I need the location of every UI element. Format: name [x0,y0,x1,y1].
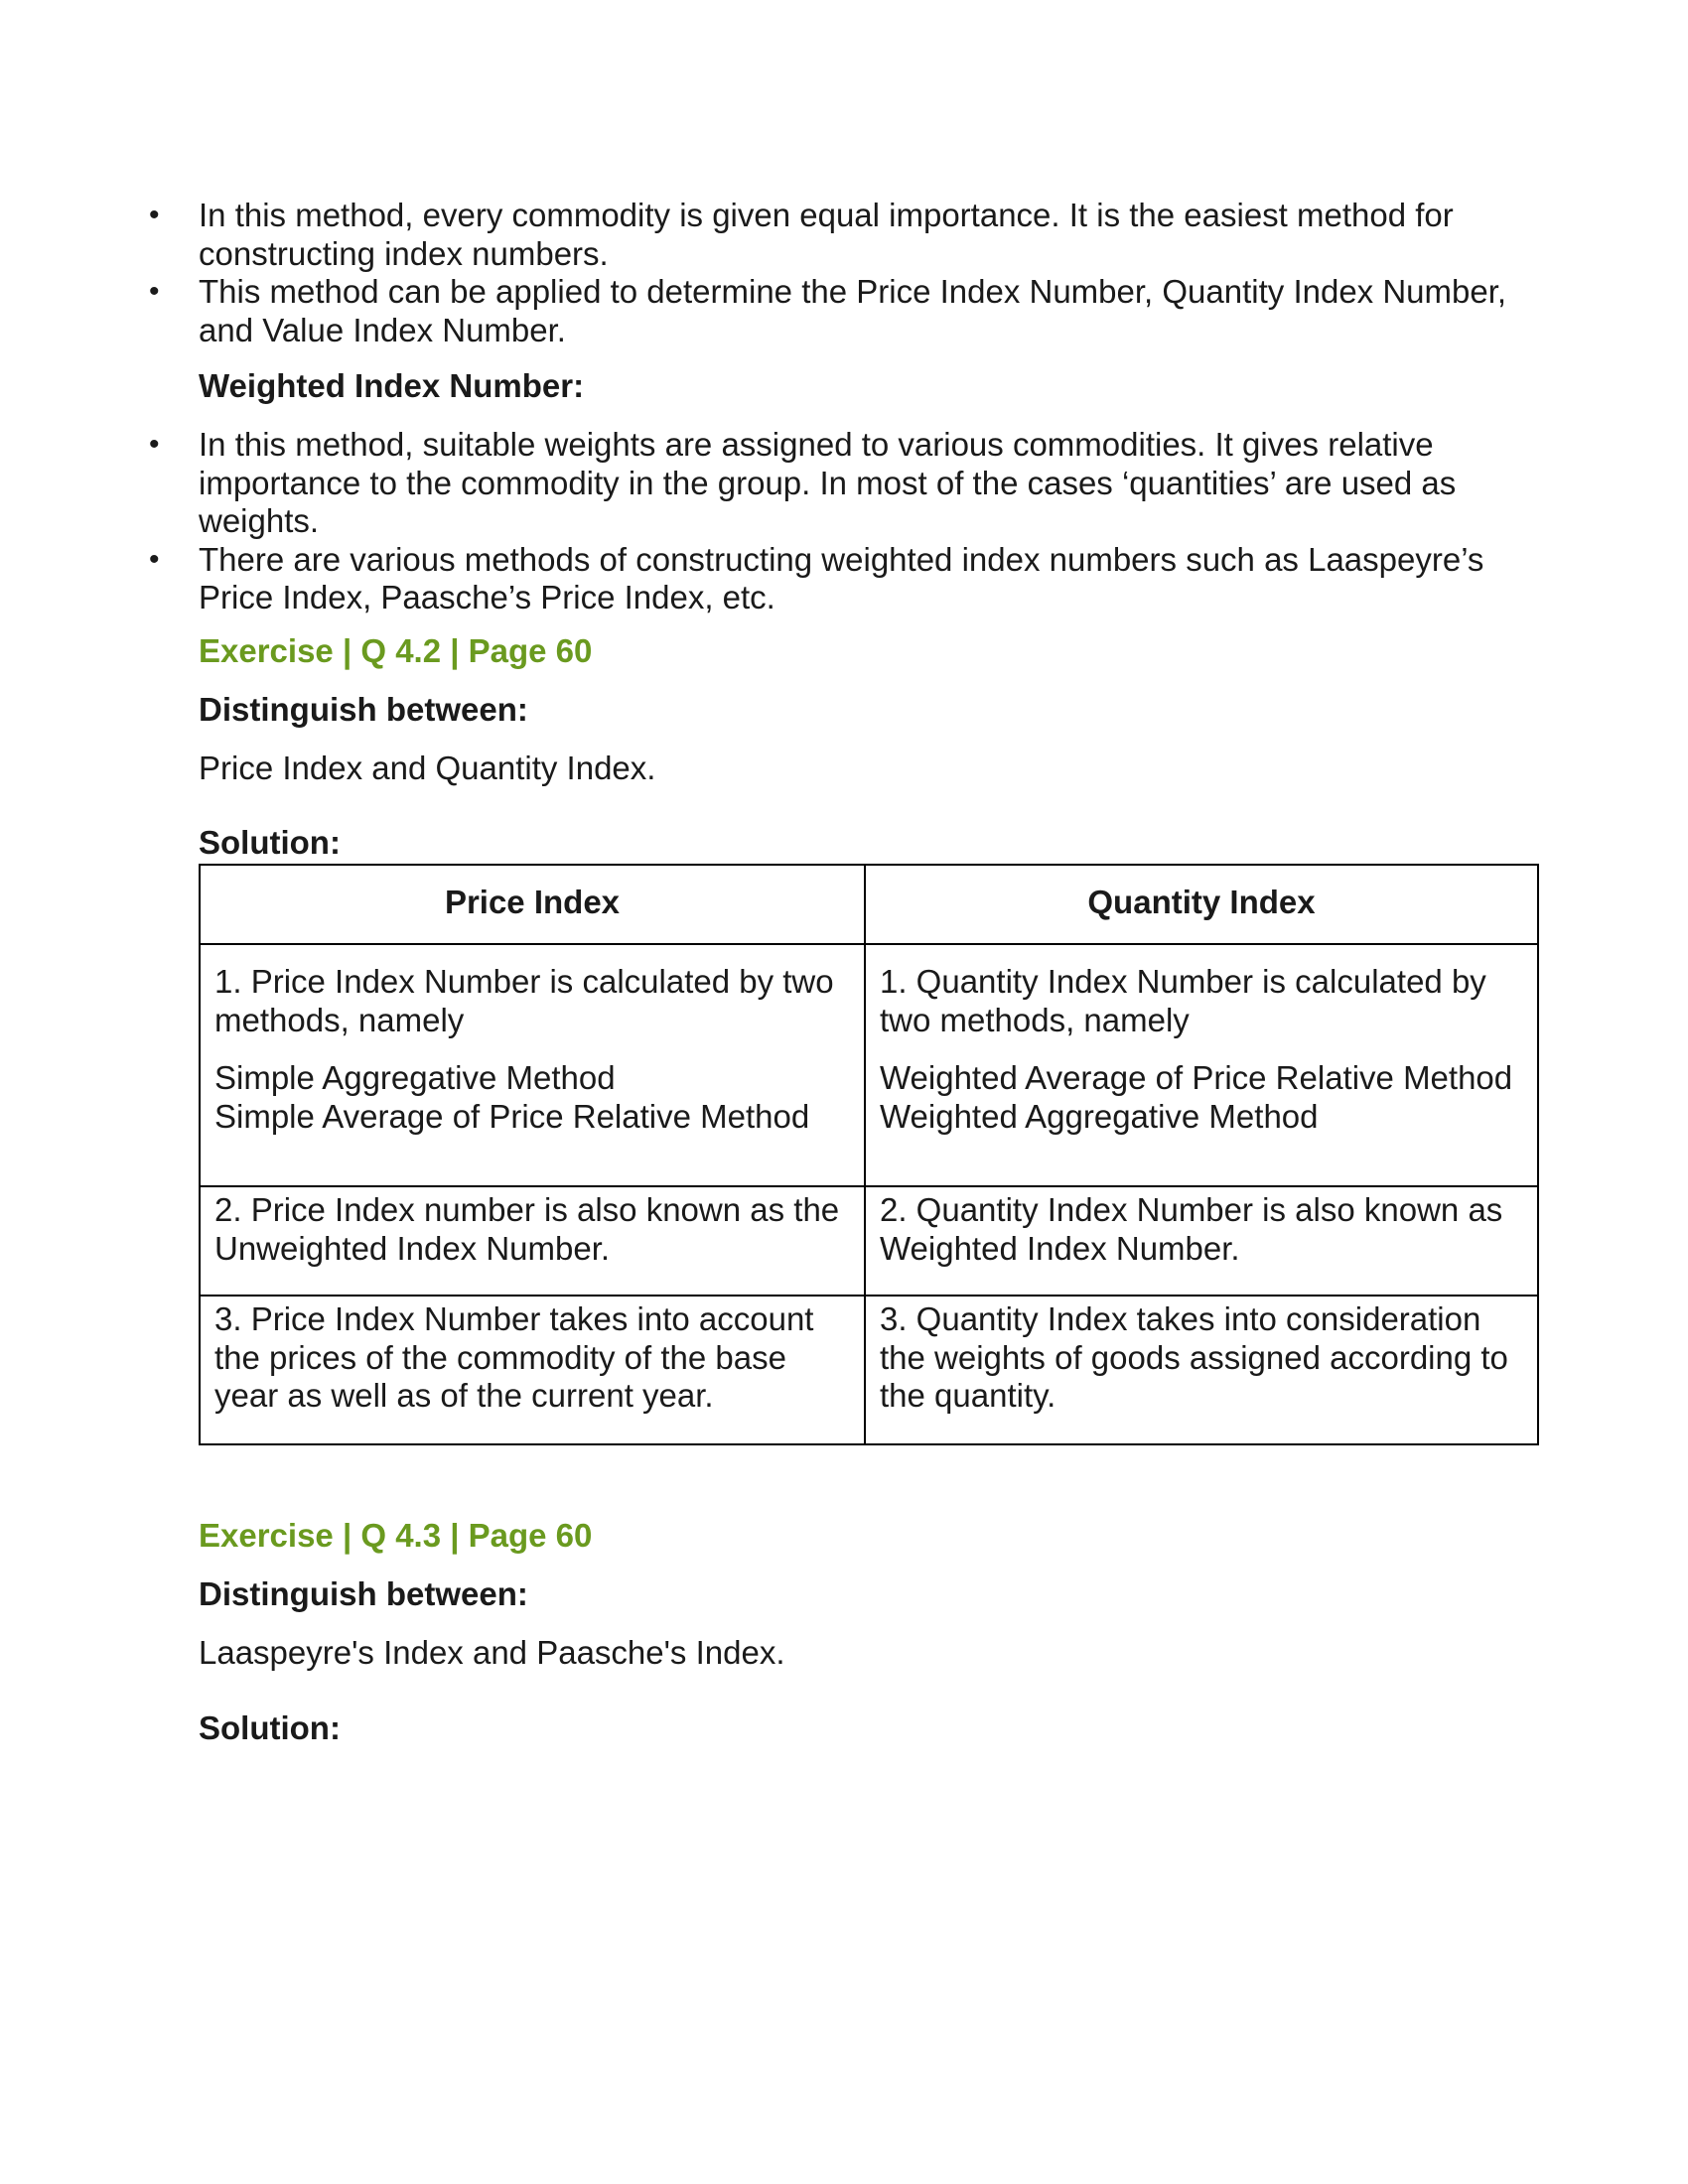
table-row [200,1186,1538,1296]
list-item: • There are various methods of constructing weighted index numbers such as Laaspeyre’s Price Index, Paasche’s Price Index, etc. [149,540,1484,615]
list-item: • In this method, suitable weights are assigned to various commodities. It gives relative importance to the commodity in the group. In most of the cases ‘quantities’ are used as weights. [149,426,1457,539]
table-cell: 2. Price Index number is also known as the Unweighted Index Number. [200,1186,865,1296]
bullet-icon: • [149,428,160,461]
bullet-icon: • [149,275,160,308]
q43-question: Laaspeyre's Index and Paasche's Index. [199,1634,785,1671]
bullet-icon: • [149,542,160,576]
list-item: • This method can be applied to determine the Price Index Number, Quantity Index Number, and Value Index Number. [149,273,1507,348]
list-item: • In this method, every commodity is given equal importance. It is the easiest method for constructing index numbers. [149,197,1454,272]
table-row [200,944,1538,1186]
q42-question: Price Index and Quantity Index. [199,750,656,786]
table-cell: 1. Price Index Number is calculated by two methods, namely Simple Aggregative Method Simple Average of Price Relative Method [200,944,865,1186]
table-cell: 3. Price Index Number takes into account the prices of the commodity of the base year as well as of the current year. [200,1296,865,1444]
q42-prompt: Distinguish between: [199,691,528,728]
column-header-price-index: Price Index [200,865,865,944]
q43-prompt: Distinguish between: [199,1575,528,1612]
table-cell: 2. Quantity Index Number is also known as Weighted Index Number. [865,1186,1538,1296]
q43-solution-label: Solution: [199,1709,341,1746]
weighted-heading: Weighted Index Number: [199,367,585,404]
table-header-row [200,865,1538,944]
q42-solution-label: Solution: [199,824,341,861]
column-header-quantity-index: Quantity Index [865,865,1538,944]
intro-bullet-list [149,197,1519,349]
exercise-ref-q42: Exercise | Q 4.2 | Page 60 [199,632,593,669]
weighted-bullet-list [149,426,1519,617]
exercise-ref-q43: Exercise | Q 4.3 | Page 60 [199,1517,593,1554]
table-row [200,1296,1538,1444]
comparison-table [199,864,1539,1445]
bullet-icon: • [149,199,160,231]
table-cell: 3. Quantity Index takes into consideration the weights of goods assigned according to the quantity. [865,1296,1538,1444]
table-cell: 1. Quantity Index Number is calculated by two methods, namely Weighted Average of Price Relative Method Weighted Aggregative Method [865,944,1538,1186]
